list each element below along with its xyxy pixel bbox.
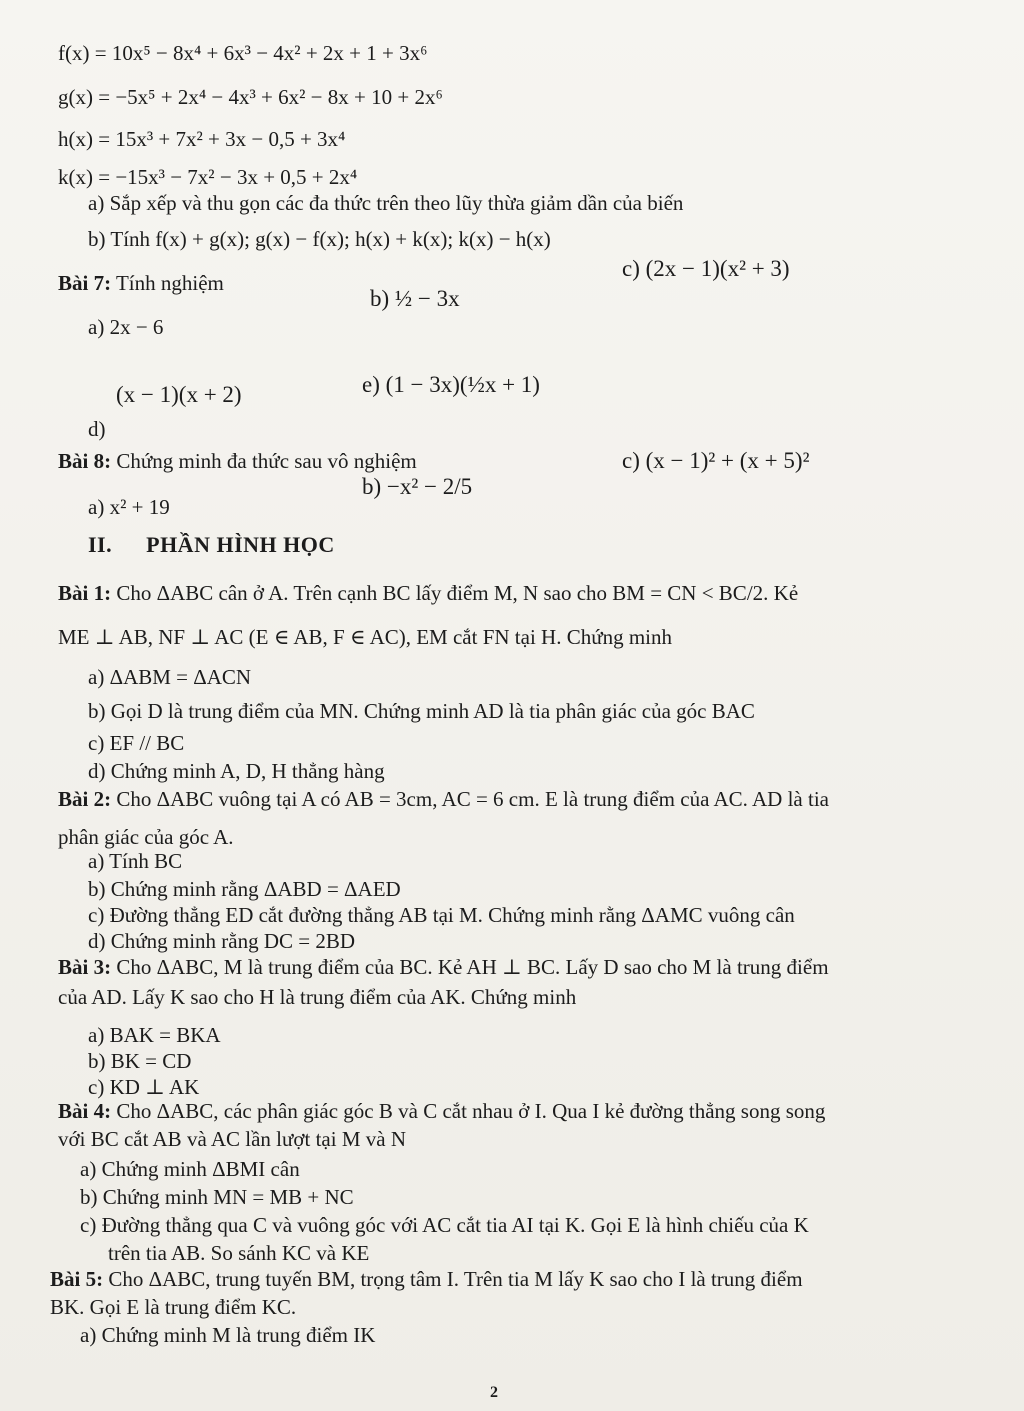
hinh-b4-text: Cho ΔABC, các phân giác góc B và C cắt nhau ở I. Qua I kẻ đường thẳng song song [116,1099,826,1123]
hinh-b3-a: a) BAK = BKA [88,1023,221,1047]
hinh-b1-line1 [58,580,798,606]
bai7-e: e) (1 − 3x)(½x + 1) [362,372,540,397]
hinh-b5-title: Bài 5: [50,1267,104,1291]
hinh-b2-title: Bài 2: [58,787,112,811]
bai7-title: Bài 7: [58,271,112,295]
section2-heading [88,532,335,558]
section2-num: II. [88,532,113,557]
hinh-b3-text: Cho ΔABC, M là trung điểm của BC. Kẻ AH ⊥ BC. Lấy D sao cho M là trung điểm [116,955,829,979]
hinh-b4-c2: trên tia AB. So sánh KC và KE [108,1241,370,1265]
hinh-b4-a: a) Chứng minh ΔBMI cân [80,1157,300,1181]
bai8-c: c) (x − 1)² + (x + 5)² [622,448,810,473]
poly-g: g(x) = −5x⁵ + 2x⁴ − 4x³ + 6x² − 8x + 10 + 2x⁶ [58,85,443,109]
hinh-b3-title: Bài 3: [58,955,112,979]
bai8-heading [58,448,417,474]
hinh-b2-line1 [58,786,829,812]
bai7-d-label: d) [88,417,106,441]
hinh-b3-line1 [58,954,829,980]
hinh-b3-line2: của AD. Lấy K sao cho H là trung điểm của AK. Chứng minh [58,985,577,1009]
poly-k: k(x) = −15x³ − 7x² − 3x + 0,5 + 2x⁴ [58,165,358,189]
hinh-b1-line2: ME ⊥ AB, NF ⊥ AC (E ∈ AB, F ∈ AC), EM cắt FN tại H. Chứng minh [58,625,673,649]
bai8-title: Bài 8: [58,449,112,473]
hinh-b2-d: d) Chứng minh rằng DC = 2BD [88,929,356,953]
hinh-b1-b: b) Gọi D là trung điểm của MN. Chứng minh AD là tia phân giác của góc BAC [88,699,755,723]
hinh-b2-text: Cho ΔABC vuông tại A có AB = 3cm, AC = 6 cm. E là trung điểm của AC. AD là tia [116,787,829,811]
poly-f: f(x) = 10x⁵ − 8x⁴ + 6x³ − 4x² + 2x + 1 + 3x⁶ [58,41,428,65]
hinh-b5-a: a) Chứng minh M là trung điểm IK [80,1323,376,1347]
hinh-b4-title: Bài 4: [58,1099,112,1123]
bai8-b: b) −x² − 2/5 [362,474,473,499]
hinh-b1-text: Cho ΔABC cân ở A. Trên cạnh BC lấy điểm M, N sao cho BM = CN < BC/2. Kẻ [116,581,799,605]
hinh-b5-text: Cho ΔABC, trung tuyến BM, trọng tâm I. Trên tia M lấy K sao cho I là trung điểm [108,1267,803,1291]
hinh-b4-b: b) Chứng minh MN = MB + NC [80,1185,354,1209]
hinh-b5-line2: BK. Gọi E là trung điểm KC. [50,1295,297,1319]
poly-task-a: a) Sắp xếp và thu gọn các đa thức trên theo lũy thừa giảm dần của biến [88,191,684,215]
section2-title: PHẦN HÌNH HỌC [146,532,335,557]
poly-h: h(x) = 15x³ + 7x² + 3x − 0,5 + 3x⁴ [58,127,346,151]
bai7-title-rest: Tính nghiệm [115,271,224,295]
hinh-b2-line2: phân giác của góc A. [58,825,234,849]
bai8-a: a) x² + 19 [88,495,170,519]
bai8-title-rest: Chứng minh đa thức sau vô nghiệm [116,449,417,473]
hinh-b2-b: b) Chứng minh rằng ΔABD = ΔAED [88,877,401,901]
hinh-b2-c: c) Đường thẳng ED cắt đường thẳng AB tại M. Chứng minh rằng ΔAMC vuông cân [88,903,795,927]
hinh-b3-b: b) BK = CD [88,1049,192,1073]
hinh-b1-c: c) EF // BC [88,731,185,755]
hinh-b4-c1: c) Đường thẳng qua C và vuông góc với AC cắt tia AI tại K. Gọi E là hình chiếu của K [80,1213,809,1237]
hinh-b5-line1 [50,1266,803,1292]
bai7-c: c) (2x − 1)(x² + 3) [622,256,790,281]
hinh-b4-line2: với BC cắt AB và AC lần lượt tại M và N [58,1127,406,1151]
bai7-d-expr: (x − 1)(x + 2) [116,382,242,407]
hinh-b1-a: a) ΔABM = ΔACN [88,665,252,689]
page-number: 2 [490,1384,498,1401]
hinh-b2-a: a) Tính BC [88,849,183,873]
hinh-b4-line1 [58,1098,825,1124]
hinh-b1-d: d) Chứng minh A, D, H thẳng hàng [88,759,385,783]
bai7-heading [58,270,224,296]
poly-task-b: b) Tính f(x) + g(x); g(x) − f(x); h(x) + k(x); k(x) − h(x) [88,227,551,251]
hinh-b3-c: c) KD ⊥ AK [88,1075,200,1099]
bai7-b: b) ½ − 3x [370,286,460,311]
hinh-b1-title: Bài 1: [58,581,112,605]
bai7-a: a) 2x − 6 [88,315,164,339]
